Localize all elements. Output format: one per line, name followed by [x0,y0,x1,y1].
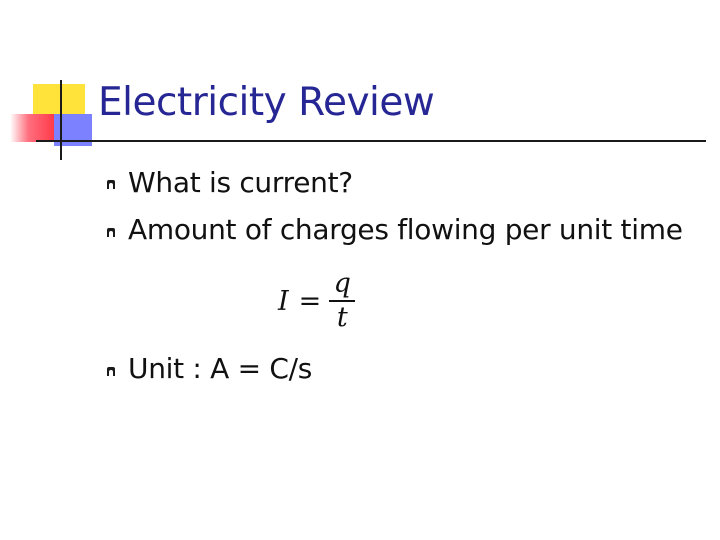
bullet-text-unit: Unit : A = C/s [128,352,313,385]
bullet-marker-icon [107,367,115,376]
logo-vertical-line [60,80,62,160]
bullet-marker-icon [107,180,115,189]
logo-red-bar [10,114,56,142]
formula-equals: = [298,285,322,317]
current-formula [278,268,355,334]
title-underline [36,140,706,142]
bullet-marker-icon [107,228,115,237]
formula-lhs: I [278,285,289,317]
bullet-text-question: What is current? [128,166,353,199]
formula-numerator: q [333,268,351,299]
bullet-text-definition: Amount of charges flowing per unit time [128,213,683,246]
slide-title: Electricity Review [98,80,435,125]
formula-denominator: t [336,302,348,333]
formula-fraction [329,268,355,334]
